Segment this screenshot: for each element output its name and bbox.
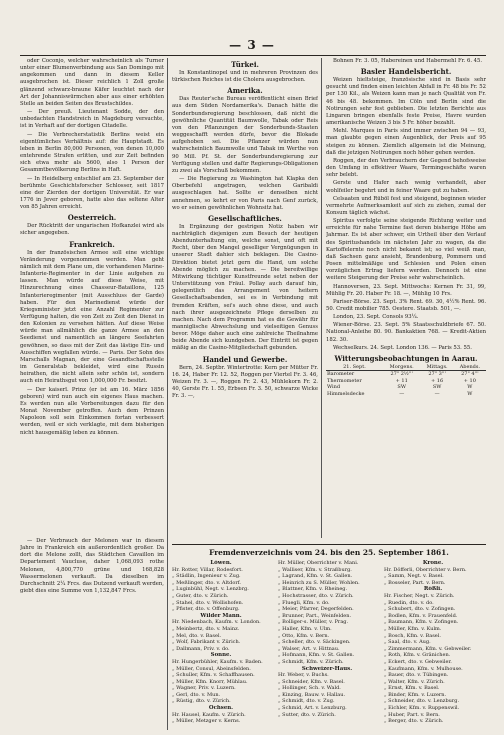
paragraph: — Die Regierung zu Washington hat Klapka den Oberbefehl angetragen, welchen Garibaldi ausgeschlagen hat. Sollte er denselben nicht annehmen, so kehrt er von Paris nach Genf zurück, wo er seinen gewöhnlichen Wohnsitz hat. [172,176,318,211]
guest-entry: „ Lagrand, Kfm. v. St. Gallen. [278,573,353,580]
hotel-heading: Ochsen. [208,705,234,712]
guest-entry: „ Rüstig, dto. v. Zürich. [172,698,231,705]
guest-entry: „ Ruedin, dto. v. do. [384,599,434,606]
guest-entry: „ Müller, Metzger v. Kerns. [172,718,241,725]
page-number: — 3 — [229,38,275,52]
guest-entry: „ Brunner, Part., Weinfelden. [278,612,352,619]
paragraph: — Der preuß. Lieutenant Sodde, der den unbedachten Handstreich in Magdeburg versuchte, ist in Verhaft auf der dortigen Citadelle. [20,109,164,130]
guest-entry: „ Heinrich zu S. Müller, Wohlen. [278,579,360,586]
guest-entry: Hr. Rotter, Villar, Rodesfort. [172,566,243,573]
guest-entry: „ Walliser, Kfm. v. Straßburg. [278,566,352,573]
weather-cell: + 10 [463,377,476,384]
guest-entry: „ Hollinger, Sch. v. Wald. [278,685,341,692]
guest-entry: „ Luginbühl, Negt. v. Lenzbrg. [172,586,249,593]
weather-cell: 27" 3''' [428,371,446,378]
section-heading: Oesterreich. [67,213,117,223]
paragraph: — Der kaiserl. Prinz (er ist am 16. März 1856 geboren) wird nun auch ein eigenes Haus machen. Es werden nun alle Vorbereitungen dazu für den Monat November getroffen. Auch dem Prinzen Napoleon soll sein Einkommen fortan verbessert werden, weil er sich verklagte, mit dem bisherigen nicht hausgemäßig leben zu können. [20,386,164,436]
column-2 [172,58,318,578]
fremden-list [172,560,486,730]
guest-entry: „ Schmidt, Kfm. v. Zürich. [278,658,344,665]
guest-entry: „ Meßlinger, dto. v. Altdorf. [172,579,241,586]
guest-entry: „ Wolf, Fabrikant v. Zürich. [172,639,241,646]
guest-entry: Hr. Hungerbühler, Kaufm. v. Baden. [172,658,263,665]
weather-cell: — [434,390,440,397]
guest-entry: „ Eckert, dto. v. Gebweiler. [384,658,452,665]
weather-cell: 27" 4''' [461,371,479,378]
guest-entry: Hr. Hausel, Kaufm. v. Zürich. [172,711,246,718]
paragraph: Weizen hieltsteige, französische sind in Basis sehr gesucht und finden einen leichten Abfall in Fr. 48 bis Fr. 52 per 130 Kil., als Weizen kann man je nach Qualität von Fr. 46 bis 48. bekommen. Im Cöln und Berlin sind die Notirungen sehr fest geblieben. Die letzten Berichte aus Lingaren bringen ebenfalls feste Preise, Havre wurden amerikanische Weizen 3 bis 5 Fr. höher bezahlt. [326,77,486,127]
paragraph: Der Rücktritt der ungarischen Hofkanzlei wird als sicher angegeben. [20,223,164,237]
paragraph: In Ergänzung der gestrigen Notiz haben wir nachträglich diejenigen zum Besuch der heutigen Abendunterhaltung ein, welche sonst, und oft mit Recht, über den Mangel geselliger Vergnügungen in unserer Stadt dahier sich beklagen. Die Casino-Direktion bietet jetzt gern die Hand, um solche Abende möglich zu machen. — Die bereitwillige Mitwirkung tüchtiger Kunstfreunde setzt neben der Unterstützung von Fräul. Pollay auch darauf hin, gelegentlich das Arrangement von heitern Gesellschaftsabenden, sei es in Verbindung mit fremden Kräften, sei's auch ohne diese, und auch nach ihrer ausgezeichnete Pflege derselben zu machen. Nach dem Programm hat es die Gewähr für manniglische Abwechslung und vielseitigen Genuss bevor. Möge daher auch eine zahlreiche Theilnahme beide Abende sich kundgeben. Der Eintritt ist gegen mäßig an die Casino-Mitgliedschaft gebunden. [172,223,318,352]
guest-entry: Hr. Döfferli, Oberrichter v. Bern. [384,566,467,573]
paragraph: — Die Verbrecherstatistik Berlins weist ein eigentümliches Verhältnis auf: die Hauptstadt. Es leben in Berlin 80,000 Personen, von denen 10,000 entehrende Strafen erlitten, und zur Zeit befinden sich etwa mehr als 5600, also 1 Person der Gesammtbevölkerung Berlins in Haft. [20,131,164,174]
guest-entry: „ Guter, dto. v. Zürich. [172,592,229,599]
guest-entry: „ Roth, Kfm. v. Gränichen. [384,652,451,659]
paragraph: In der französischen Armee soll eine wichtige Veränderung vorgenommen werden. Man geht nämlich mit dem Plane um, die vorhandenen Marine-Infanterie-Regimenter in der Linie aufgehen zu lassen. Man würde auf diese Weise, mit Hinzurechnung eines Chasseur-Bataillons, 125 Infanterieregimenter (mit Ausschluss der Garde) haben. Für den Marinedienst würde der Kriegsminister jetzt eine Anzahl Regimenter zur Verfügung halten, die von Zeit zu Zeit den Dienst in den Kolonien zu versehen hätten. Auf diese Weise würde man allmählich die ganze Armee an den Seedienst und namentlich an längere Seefahrten gewöhnen, so dass mit der Zeit das lästige Ein- und Ausschiffen wegfallen würde. — Paris. Der Sohn des Marschalls Magnan, der eine Gesandtschaftsstelle im Generalstab bekleidet, wird eine Russin heirathen, die nicht allein sehr schön ist, sondern auch ein Heirathsgut von 1,000,000 Fr. besitzt. [20,249,164,385]
section-heading: Amerika. [227,86,263,96]
guest-entry: „ Hochstrasser, dto. v. Zürich. [278,592,354,599]
guest-entry: „ Walser, Art. v. Hittnau. [278,645,340,652]
weather-row [326,371,486,378]
guest-entry: „ Blattner, Kfm. v. Rheineg. [278,586,348,593]
guest-entry: „ Scheller, dto. v. Säckingen. [278,639,351,646]
guest-entry: „ Schmid, Art. v. Lenzburg. [278,705,347,712]
guest-entry: „ Haller, Kfm. v. Ulm. [278,625,332,632]
guest-entry: „ Bosch, Kfm. v. Basel. [384,632,441,639]
weather-cell: + 11 [395,377,408,384]
guest-entry: Hr. Müller, Oberrichter v. Mani. [278,560,359,566]
paragraph: — Der Verbrauch der Melonen war in diesem Jahre in Frankreich ein außerordentlich großer. Da dort die Melone zollt, das Städtchen Cavaillon im Departement Vaucluse, daher 1,068,093 rothe Melonen, 4,800,770 grüne und 168,828 Wassermelonen verkauft. Da dieselben im Durchschnitt 2¼ Frcs. das Dutzend verkauft werden, giebt dies eine Summe von 1,132,847 Frcs. [20,538,164,595]
column-divider-2 [321,58,322,538]
weather-cell: SW [432,384,442,391]
weather-cell: Wind [327,384,341,391]
paragraph: — In Heidelberg entschlief am 23. September der berühmte Geschichtsforscher Schlosser, seit 1817 eine der Zierden der dortigen Universität. Er war 1776 in Jever geboren, hatte also das seltene Alter von 85 Jahren erreicht. [20,175,164,211]
weather-cell: — [399,390,405,397]
guest-entry: „ Kaufmann, Kfm. v. Mulhouse. [384,665,463,672]
guest-entry: „ Otto, Kfm. v. Bern. [278,632,330,639]
hotel-heading: Sonne. [210,652,232,659]
weather-table [326,364,486,398]
weather-header-cell: Abends. [454,364,486,371]
guest-entry: „ Kinzing, Bauw. v. Hallau. [278,691,346,698]
guest-entry: „ Schuller, Kfm. v. Schaffhausen. [172,672,255,679]
weather-cell: 27" 2½''' [390,371,413,378]
guest-entry: „ Schubert, dto. v. Zofingen. [384,606,456,613]
guest-entry: „ Pfister, dto. v. Offenburg. [172,606,240,613]
paragraph: London, 23. Sept. Consols 93¼. [333,314,419,321]
guest-entry: „ Berger, dto. v. Zürich. [384,718,444,725]
column-divider-1 [167,58,168,730]
weather-header-cell: 21. Sept. [326,364,383,371]
guest-entry: Hr. Fischer, Negt. v. Zürich. [384,592,455,599]
header-rule [20,55,486,56]
weather-cell: + 16 [431,377,444,384]
guest-entry: „ Städlin, Ingenieur v. Zug. [172,573,241,580]
paragraph: Das Reuter'sche Bureau veröffentlicht einen Brief aus dem Süden Nordamerika's. Danach hätte die Sonderbundsregierung beschlossen, daß nicht die gewöhnliche Quantität Baumwolle, Tabak oder Reis von den Pflanzungen der Sonderbunds-Staaten weggeschafft werden dürfe, bevor die Blokade aufgehoben sei. Die Pflanzer würden nun wahrscheinlich Baumwolle und Tabak im Werthe von 90 Mill. Pf. St. der Sonderbundsregierung zur Verfügung stellen und dafür Regierungs-Obligationen zu zwei als Vorschuß bekommen. [172,96,318,174]
guest-entry: „ Samm, Negt. v. Basel. [384,573,444,580]
weather-row [326,391,486,398]
column-1-continued [20,538,164,728]
guest-entry: Hr. Niedenbach, Kaufm. v. London. [172,619,261,626]
paragraph: Hannoversen, 23. Sept. Mittwochs: Kernen Fr. 31, 99, Mühlig Fr. 20. Haber Fr. 18. —, Mühlig 10 Frs. [326,283,486,297]
weather-cell: Thermometer [327,377,362,384]
guest-entry: „ Eichler, Kfm. v. Ruppenswil. [384,705,460,712]
section-heading: Türkei. [231,60,259,69]
section-heading: Frankreich. [69,239,115,249]
fremden-column [172,560,270,725]
guest-entry: „ Bosseler, Part. v. Bern. [384,579,446,586]
hotel-heading: Schweizer-Haus. [301,665,353,672]
paragraph: Mehl. Marques in Paris sind immer zwischen 94 — 93, man glaubte gegen einen Augenblick, der Preis auf 95 steigen zu können. Ziemlich allgemein ist die Meinung, daß die jetzigen Notirungen noch höher gehen werden. [326,128,486,156]
paragraph: Bohnen Fr. 3. 05, Habereinen und Habermehl Fr. 6. 45. [333,58,483,64]
guest-entry: „ Saal, dto. v. Aug. [384,639,431,646]
guest-entry: Hr. Weber, v. Buchs. [278,672,329,679]
weather-cell: W [467,390,473,397]
paragraph: Celsaaten und Rüböl fest und steigend, beginnen wieder vermehrte Aufmerksamkeit auf sich zu ziehen, zumal der Konsum täglich wächst. [326,195,486,216]
weather-cell: Barometer [327,371,355,378]
weather-header-cell: Mittags. [420,364,453,371]
guest-entry: „ Müller, Consul, Abeinsfelden. [172,665,251,672]
paragraph: In Konstantinopel und in mehreren Provinzen des türkischen Reiches ist die Cholera ausgebrochen. [172,70,318,84]
guest-entry: „ Bodlen, Kfm. v. Frauenfeld. [384,612,458,619]
paragraph: Wechselkurs. 24. Sept. London 136. — Paris 53. 55. [333,344,472,351]
section-heading: Handel und Gewerbe. [202,354,288,364]
paragraph: Roggen, der den Verbrauchern der Gegend behofsweise den Umfang in effektiver Waare, Termingeschäfte waren sehr belebt. [326,157,486,179]
column-3 [326,58,486,532]
paragraph: Spiritus verfolgte seine steigende Richtung weiter und erreichte für nahe Termine fast deren bisherige Höhe am Jahrmar. Es ist aber schwer, ein Urtheil über den Verlauf des Spiritushandels im nächsten Jahr zu wagen, da die Kartoffelernte noch nicht bekannt ist; so viel weiß man, daß Sachsen ganz ansieht, Brandenburg, Pommern und Posen mittelmäßige und Schlesien und Polen einen vorzüglichen Ertrag liefern werden. Dennoch ist eine weitere Steigerung der Preise sehr wahrscheinlich. [326,218,486,282]
guest-entry: „ Müller, Kfm. v. Kulm. [384,625,442,632]
fremden-column [384,560,482,725]
hotel-heading: Wilder Mann. [200,612,242,619]
guest-entry: „ Fluegli, Kfm. v. do. [278,599,330,606]
paragraph: Gerste und Hafer nach wenig verhandelt, aber wohlfeiler begehrt und in feiner Waare gut zu haben. [326,180,486,194]
fremden-rule [172,544,486,545]
section-heading: Gesellschaftliches. [208,213,282,223]
guest-entry: „ Baumann, Kfm. v. Zofingen. [384,619,459,626]
weather-cell: Himmelsdecke [327,390,365,397]
paragraph: Pariser-Börse. 23. Sept. 3% Rent. 69. 30, 4½% Rent. 96. 50. Credit mobilier 785. Oestere. Staatsb. 501, —. [326,298,486,312]
weather-cell: SW [397,384,406,391]
guest-entry: „ Ernst, Kfm. v. Basel. [384,685,440,692]
guest-entry: „ Hofmann, Kfm. v. St. Gallen. [278,652,355,659]
guest-entry: „ Dallmann, Priv. v. do. [172,645,230,652]
section-heading: Basler Handelsbericht. [360,67,452,77]
section-heading: Witterungsbeobachtungen in Aarau. [334,353,478,363]
hotel-heading: Krone. [422,560,444,566]
guest-entry: „ Gerl, dto. v. Mun. [172,691,221,698]
guest-entry: „ Müller, Kfm. Knorr, Mühlau. [172,678,248,685]
column-1 [20,58,164,536]
hotel-heading: Rößli. [423,586,443,593]
guest-entry: „ Schneider, Kfm. v. Basel. [278,678,345,685]
guest-entry: „ Sutter, dto. v. Zürich. [278,711,336,718]
guest-entry: „ Mel, dto. v. Basel. [172,632,222,639]
fremden-column [278,560,376,718]
weather-header-cell: Morgens. [383,364,421,371]
guest-entry: „ Schmidt, dto. v. Zug. [278,698,335,705]
weather-cell: W [467,384,473,391]
fremden-title: Fremdenverzeichnis vom 24. bis den 25. September 1861. [209,548,449,557]
guest-entry: „ Meier, Pfarrer, Degerfelden. [278,606,354,613]
guest-entry: „ Stahel, dto. v. Wollishofen. [172,599,244,606]
hotel-heading: Löwen. [210,560,232,566]
guest-entry: „ Bauer, dto. v. Tübingen. [384,672,449,679]
guest-entry: „ Meinbertz, dto. v. Mainz. [172,625,240,632]
guest-entry: „ Schneider, dto. v. Lenzburg. [384,698,460,705]
guest-entry: „ Bolliger-s. Müller, v. Prag. [278,619,349,626]
guest-entry: „ Zimmermann, Kfm. v. Gebweiler. [384,645,472,652]
guest-entry: „ Binder, Kfm. v. Luzern. [384,691,447,698]
guest-entry: „ Wagner, Priv. v. Luzern. [172,685,236,692]
paragraph: oder Coconjo, welcher wahrscheinlich als Turner unter einer Blumenverbindung aus San Domingo mit angekommen und dann in diesem Keller ausgebrochen ist. Dieser reichlich 1 Zoll große glänzend schwarz-braune Käfer leuchtet nach der Art der Johanniswürmchen aber aus einer erhöhten Stelle an beiden Seiten des Brustschildes. [20,58,164,107]
guest-entry: „ Walter, Kfm. v. Zürich. [384,678,445,685]
paragraph: Wiener-Börse. 23. Sept. 5% Staatsschuldbriefe 67. 50. National-Anleihe 80. 90. Bankaktien 768. — Kredit-Aktien 182. 30. [326,322,486,343]
paragraph: Bern, 24. Septbr. Wintertrotte: Kern per Mütter Fr. 16. 24, Haber Fr. 12. 52, Roggen per Viertel Fr. 3. 46, Weizen Fr. 3. —, Roggen Fr. 2. 43, Mühlekorn Fr. 2. 40, Gerste Fr. 1. 55, Erbsen Fr. 3. 50, schwarze Wicke Fr. 3. —, [172,364,318,400]
guest-entry: „ Huber, Part. v. Bern. [384,711,440,718]
